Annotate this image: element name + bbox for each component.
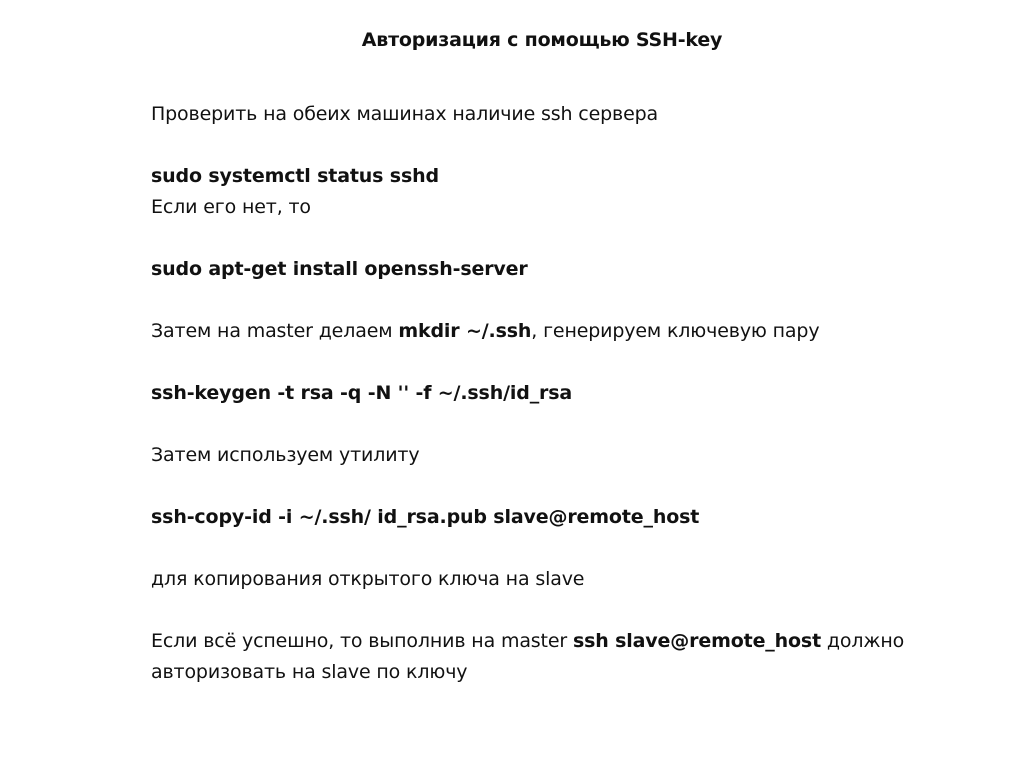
spacer [151,223,1011,254]
command-ssh-copy-id: ssh-copy-id -i ~/.ssh/ id_rsa.pub slave@remote_host [151,506,700,528]
spacer [151,595,1011,626]
instruction-copy-purpose: для копирования открытого ключа на slave [151,568,585,590]
command-mkdir: mkdir ~/.ssh [398,320,532,342]
instruction-success-suffix: должно [821,630,905,652]
slide-title: Авторизация с помощью SSH-key [361,29,723,51]
spacer [151,533,1011,564]
instruction-success [151,626,1011,657]
spacer [151,409,1011,440]
spacer [151,285,1011,316]
spacer [151,130,1011,161]
instruction-success-prefix: Если всё успешно, то выполнив на master [151,630,573,652]
instruction-master-mkdir [151,316,1011,347]
slide-body [151,99,1011,688]
command-ssh-login: ssh slave@remote_host [572,630,822,652]
command-ssh-keygen: ssh-keygen -t rsa -q -N '' -f ~/.ssh/id_rsa [151,382,573,404]
command-systemctl-status: sudo systemctl status sshd [151,165,439,187]
instruction-if-absent: Если его нет, то [151,196,311,218]
instruction-master-suffix: , генерируем ключевую пару [531,320,820,342]
instruction-success-line2: авторизовать на slave по ключу [151,661,468,683]
instruction-master-prefix: Затем на master делаем [151,320,399,342]
instruction-use-utility: Затем используем утилиту [151,444,420,466]
instruction-check-servers: Проверить на обеих машинах наличие ssh сервера [151,103,659,125]
command-apt-install: sudo apt-get install openssh-server [151,258,528,280]
spacer [151,347,1011,378]
spacer [151,471,1011,502]
